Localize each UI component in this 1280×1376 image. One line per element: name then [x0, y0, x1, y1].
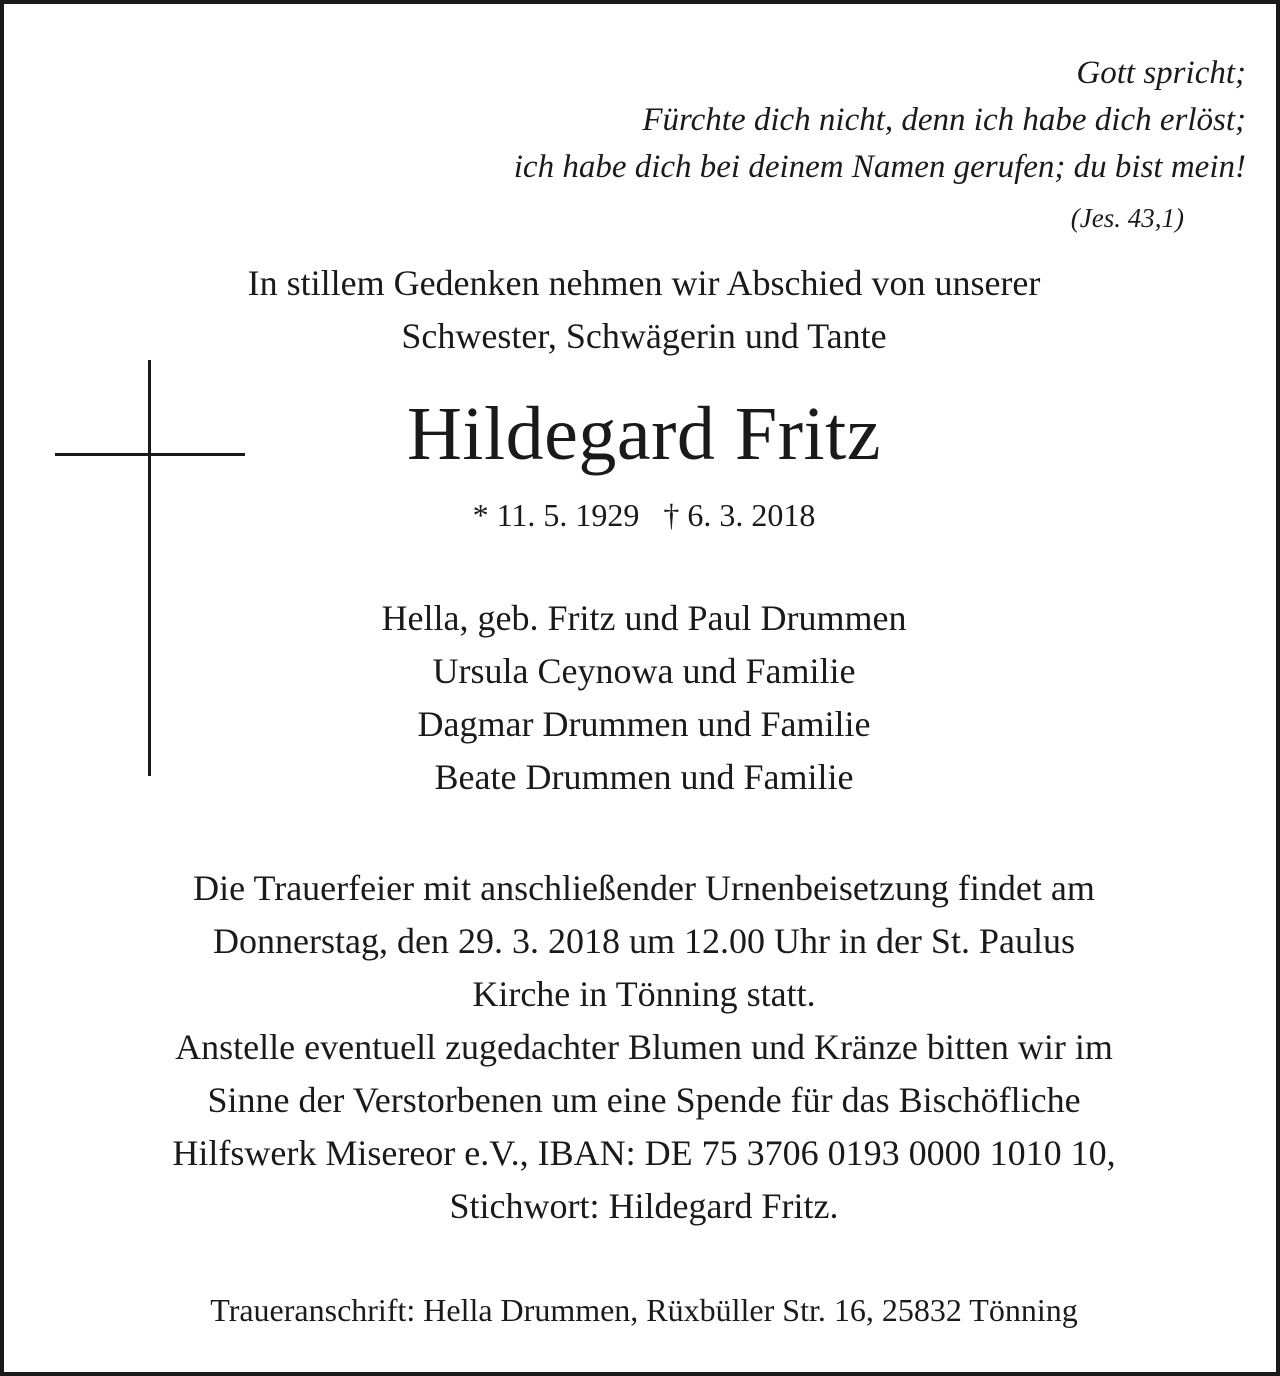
mourner-4: Beate Drummen und Familie: [434, 757, 854, 797]
service-line-6: Hilfswerk Misereor e.V., IBAN: DE 75 3706 0193 0000 1010 10,: [172, 1133, 1116, 1173]
service-line-2: Donnerstag, den 29. 3. 2018 um 12.00 Uhr in der St. Paulus: [213, 921, 1075, 961]
mourner-1: Hella, geb. Fritz und Paul Drummen: [381, 598, 907, 638]
deceased-name: Hildegard Fritz: [407, 392, 881, 476]
verse-line-3: ich habe dich bei deinem Namen gerufen; du bist mein!: [513, 149, 1246, 185]
intro-line-2: Schwester, Schwägerin und Tante: [401, 316, 887, 356]
service-line-5: Sinne der Verstorbenen um eine Spende für das Bischöfliche: [207, 1080, 1081, 1120]
deceased-dates: * 11. 5. 1929 † 6. 3. 2018: [472, 497, 816, 533]
service-line-3: Kirche in Tönning statt.: [472, 974, 816, 1014]
service-line-7: Stichwort: Hildegard Fritz.: [449, 1186, 839, 1226]
verse-reference: (Jes. 43,1): [1070, 203, 1184, 233]
verse-line-2: Fürchte dich nicht, denn ich habe dich erlöst;: [642, 102, 1246, 138]
verse-line-1: Gott spricht;: [1076, 55, 1246, 91]
service-line-1: Die Trauerfeier mit anschließender Urnenbeisetzung findet am: [193, 868, 1095, 908]
intro-line-1: In stillem Gedenken nehmen wir Abschied von unserer: [247, 263, 1041, 303]
mourner-2: Ursula Ceynowa und Familie: [432, 651, 856, 691]
mourning-address: Traueranschrift: Hella Drummen, Rüxbüller Str. 16, 25832 Tönning: [210, 1292, 1078, 1328]
mourner-3: Dagmar Drummen und Familie: [417, 704, 871, 744]
service-line-4: Anstelle eventuell zugedachter Blumen und Kränze bitten wir im: [175, 1027, 1113, 1067]
